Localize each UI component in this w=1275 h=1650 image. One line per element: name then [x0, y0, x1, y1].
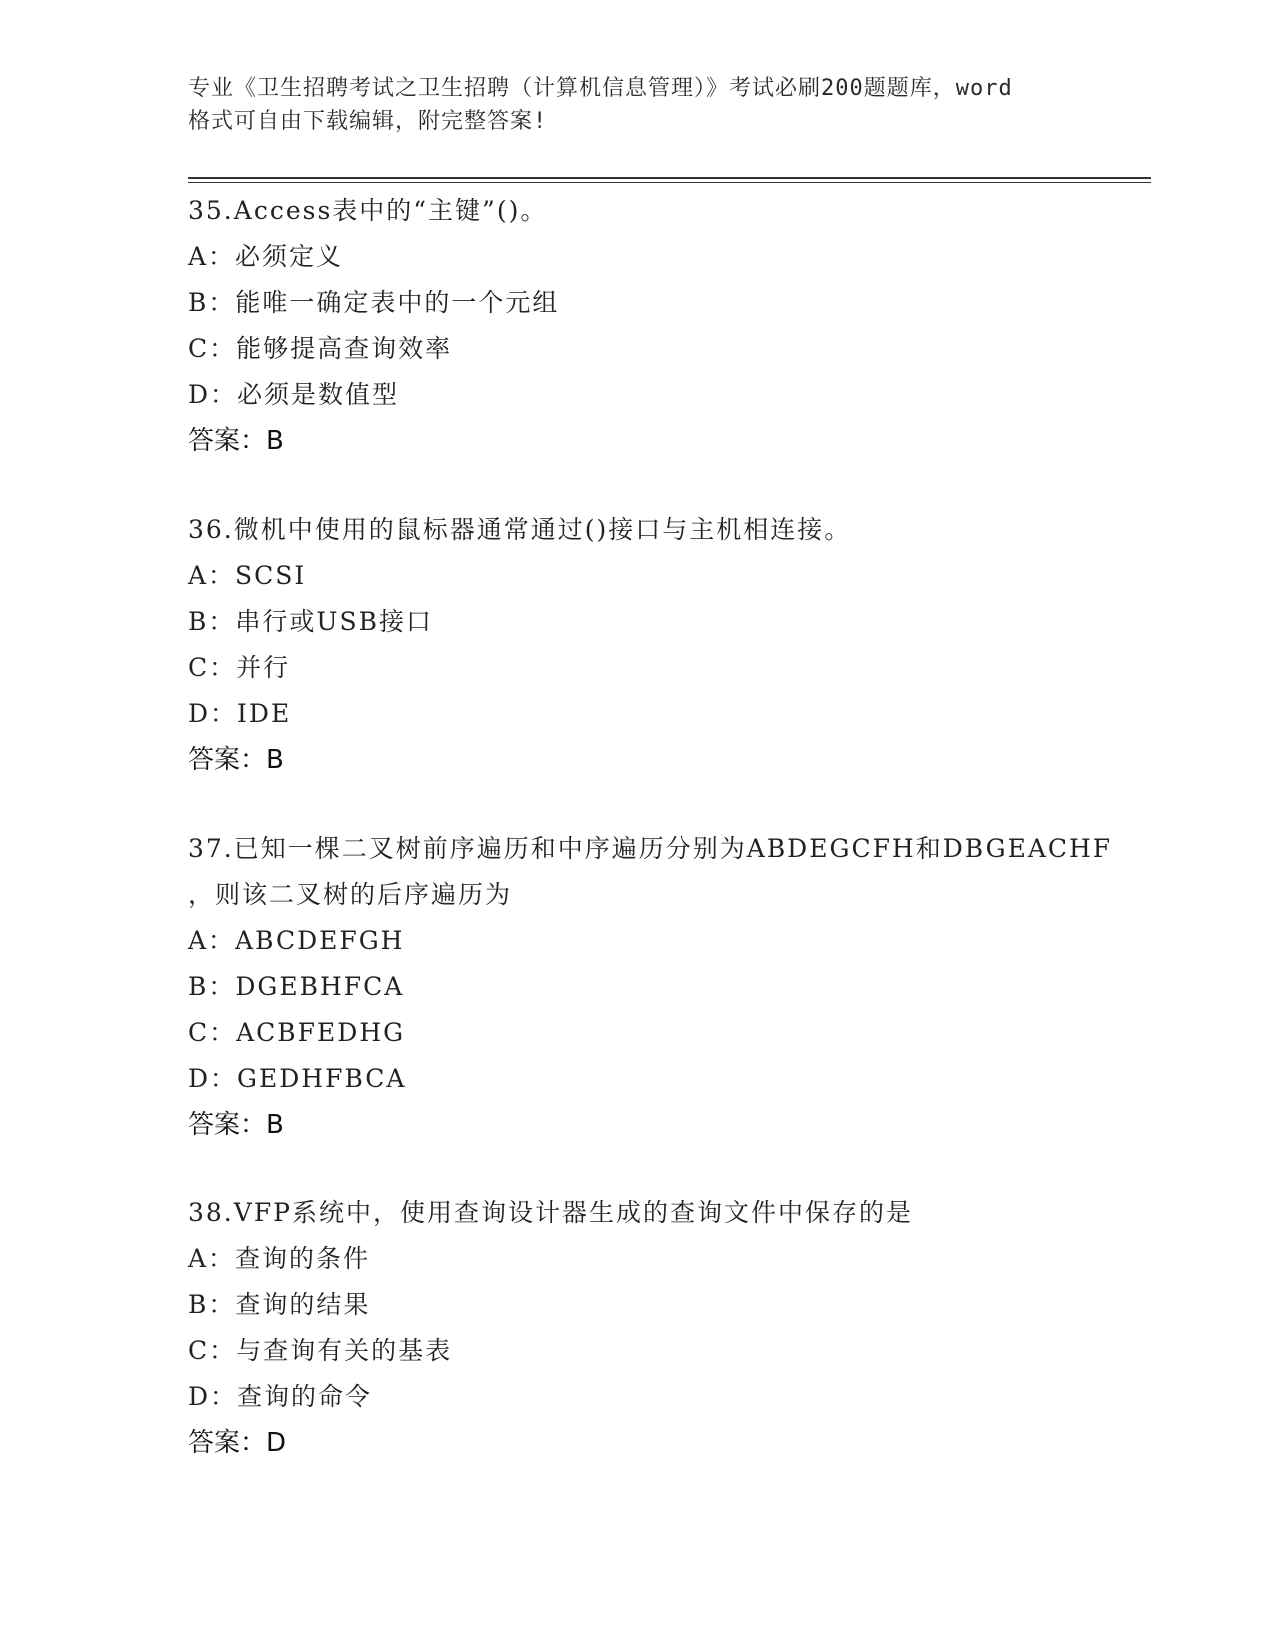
option-d: D：GEDHFBCA	[188, 1064, 407, 1093]
option-a: A：ABCDEFGH	[188, 926, 405, 955]
option-a: A：查询的条件	[188, 1244, 371, 1273]
option-b: B：DGEBHFCA	[188, 972, 405, 1001]
header-divider-thin	[188, 182, 1151, 183]
option-c: C：ACBFEDHG	[188, 1018, 406, 1047]
option-d: D：查询的命令	[188, 1382, 373, 1411]
option-d: D：必须是数值型	[188, 380, 400, 409]
answer-line: 答案：B	[188, 426, 284, 456]
header-line-2: 格式可自由下载编辑，附完整答案!	[188, 109, 548, 134]
question-block-36	[188, 507, 1088, 783]
question-stem: 35.Access表中的“主键”()。	[188, 196, 548, 225]
option-a: A：SCSI	[188, 561, 307, 590]
question-stem: 38.VFP系统中，使用查询设计器生成的查询文件中保存的是	[188, 1198, 913, 1227]
question-stem: 37.已知一棵二叉树前序遍历和中序遍历分别为ABDEGCFH和DBGEACHF	[188, 834, 1113, 863]
option-a: A：必须定义	[188, 242, 344, 271]
question-stem: 36.微机中使用的鼠标器通常通过()接口与主机相连接。	[188, 515, 852, 544]
answer-line: 答案：B	[188, 1110, 284, 1140]
option-d: D：IDE	[188, 699, 292, 728]
question-block-37	[188, 826, 1113, 1148]
option-b: B：查询的结果	[188, 1290, 371, 1319]
document-header	[188, 72, 1088, 138]
option-c: C：能够提高查询效率	[188, 334, 453, 363]
header-line-1: 专业《卫生招聘考试之卫生招聘（计算机信息管理）》考试必刷200题题库，word	[188, 76, 1013, 101]
option-c: C：与查询有关的基表	[188, 1336, 453, 1365]
question-block-38	[188, 1190, 1088, 1466]
answer-line: 答案：B	[188, 745, 284, 775]
question-block-35	[188, 188, 1088, 464]
question-stem-continued: ，则该二叉树的后序遍历为	[188, 880, 513, 909]
header-divider-thick	[188, 177, 1151, 179]
option-b: B：能唯一确定表中的一个元组	[188, 288, 560, 317]
answer-line: 答案：D	[188, 1428, 287, 1458]
option-b: B：串行或USB接口	[188, 607, 433, 636]
option-c: C：并行	[188, 653, 291, 682]
